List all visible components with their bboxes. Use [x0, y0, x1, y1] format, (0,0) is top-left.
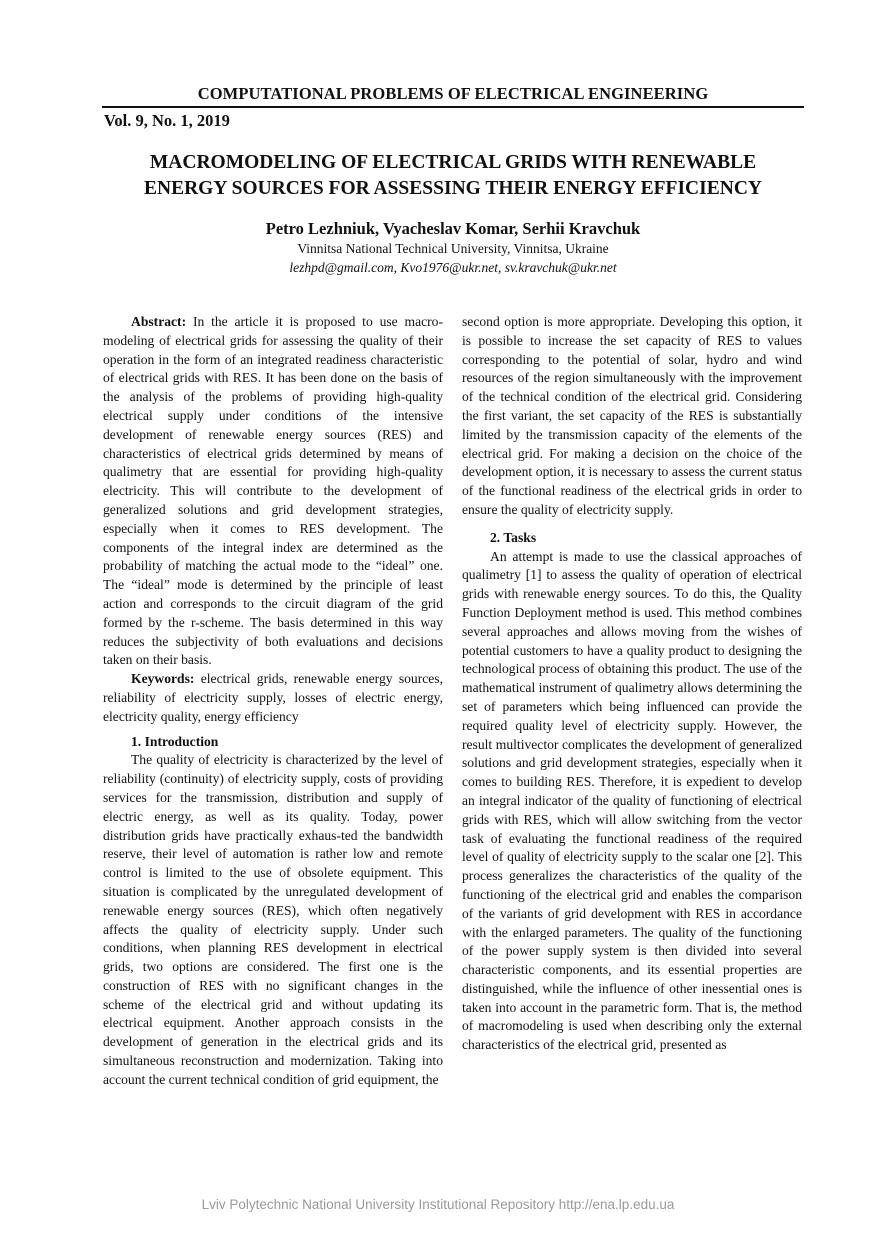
authors: Petro Lezhniuk, Vyacheslav Komar, Serhii Kravchuk	[265, 219, 641, 238]
volume-info: Vol. 9, No. 1, 2019	[104, 111, 230, 130]
right-column	[462, 313, 802, 1055]
introduction-paragraph-continued: second option is more appropriate. Developing this option, it is possible to increase the set capacity of RES to values corresponding to the potential of solar, hydro and wind resources of the region simultaneously with the improvement of the technical condition of the electrical grid. Considering the first variant, the set capacity of the RES is substantially limited by the transmission capacity of the elements of the electrical grid. For making a decision on the choice of the development option, it is necessary to assess the current status of the functional readiness of the electrical grids in order to ensure the quality of electricity supply.	[462, 314, 802, 517]
affiliation: Vinnitsa National Technical University, Vinnitsa, Ukraine	[297, 241, 609, 256]
left-column	[103, 313, 443, 1090]
author-emails: lezhpd@gmail.com, Kvo1976@ukr.net, sv.kravchuk@ukr.net	[289, 260, 617, 275]
abstract	[103, 313, 443, 670]
journal-name: COMPUTATIONAL PROBLEMS OF ELECTRICAL ENGINEERING	[197, 84, 709, 103]
repository-footer: Lviv Polytechnic National University Institutional Repository http://ena.lp.edu.ua	[201, 1197, 675, 1212]
article-title-line-2: ENERGY SOURCES FOR ASSESSING THEIR ENERGY EFFICIENCY	[143, 178, 762, 199]
introduction-paragraph: The quality of electricity is characterized by the level of reliability (continuity) of electricity supply, costs of providing services for the transmission, distribution and supply of electric energy, as well as its quality. Today, power distribution grids have practically exhaus-ted the bandwidth reserve, their level of automation is rather low and remote control is limited to the use of obsolete equipment. This situation is complicated by the unregulated development of renewable energy sources (RES), which often negatively affects the quality of electricity supply. Under such conditions, when planning RES development in electrical grids, two options are considered. The first one is the construction of RES with no significant changes in the scheme of the electrical grid and without updating its electrical equipment. Another approach consists in the development of generation in the electrical grids and its simultaneous reconstruction and modernization. Taking into account the current technical condition of grid equipment, the	[103, 752, 443, 1087]
section-heading-tasks: 2. Tasks	[490, 529, 537, 545]
section-heading-introduction: 1. Introduction	[131, 733, 219, 749]
keywords-label: Keywords:	[131, 671, 195, 687]
article-title-line-1: MACROMODELING OF ELECTRICAL GRIDS WITH RENEWABLE	[149, 152, 757, 173]
tasks-paragraph: An attempt is made to use the classical approaches of qualimetry [1] to assess the quality of operation of electrical grids with renewable energy sources. To do this, the Quality Function Deployment method is used. This method combines several approaches and allows moving from the wishes of potential customers to have a quality product to designing the technological process of obtaining this product. The use of the mathematical instrument of qualimetry allows determining the set of parameters which being influenced can provide the required quality level of electricity supply. However, the result multivector complicates the development of generalized solutions and grid development strategies, especially when it comes to building RES. Therefore, it is expedient to develop an integral indicator of the quality of functioning of electrical grids with RES, which will allow switching from the vector task of evaluating the functional readiness of the required level of quality of electricity supply to the scalar one [2]. This process generalizes the characteristics of the quality of the functioning of the electrical grid and enables the comparison of the variants of grid development with RES in accordance with the enlarged parameters. The quality of the functioning of the power supply system is then divided into several characteristic components, and its essential properties are distinguished, while the influence of other inessential ones is taken into account in the parametric form. That is, the method of macromodeling is used when describing only the external characteristics of the electrical grid, presented as	[462, 548, 802, 1053]
keywords-text: electrical grids, renewable energy sources, reliability of electricity supply, losses of electric energy, electricity quality, energy efficiency	[103, 671, 443, 724]
article-title	[102, 150, 804, 202]
abstract-text: In the article it is proposed to use macro-modeling of electrical grids for assessing the quality of their operation in the form of an integrated readiness characteristic of electrical grids with RES. It has been done on the basis of the analysis of the problems of providing high-quality electrical supply under conditions of the intensive development of renewable energy sources (RES) and characteristics of electrical grids determined by means of qualimetry that are essential for providing high-quality electricity. This will contribute to the development of generalized solutions and grid development strategies, especially when it comes to RES development. The components of the integral index are determined as the probability of matching the actual mode to the “ideal” one. The “ideal” mode is determined by the principle of least action and corresponds to the circuit diagram of the grid formed by the r-scheme. The basis determined in this way reduces the subjectivity of both evaluations and decisions taken on their basis.	[103, 314, 443, 668]
abstract-label: Abstract:	[131, 314, 187, 329]
header-rule	[102, 106, 804, 108]
keywords	[103, 670, 443, 726]
